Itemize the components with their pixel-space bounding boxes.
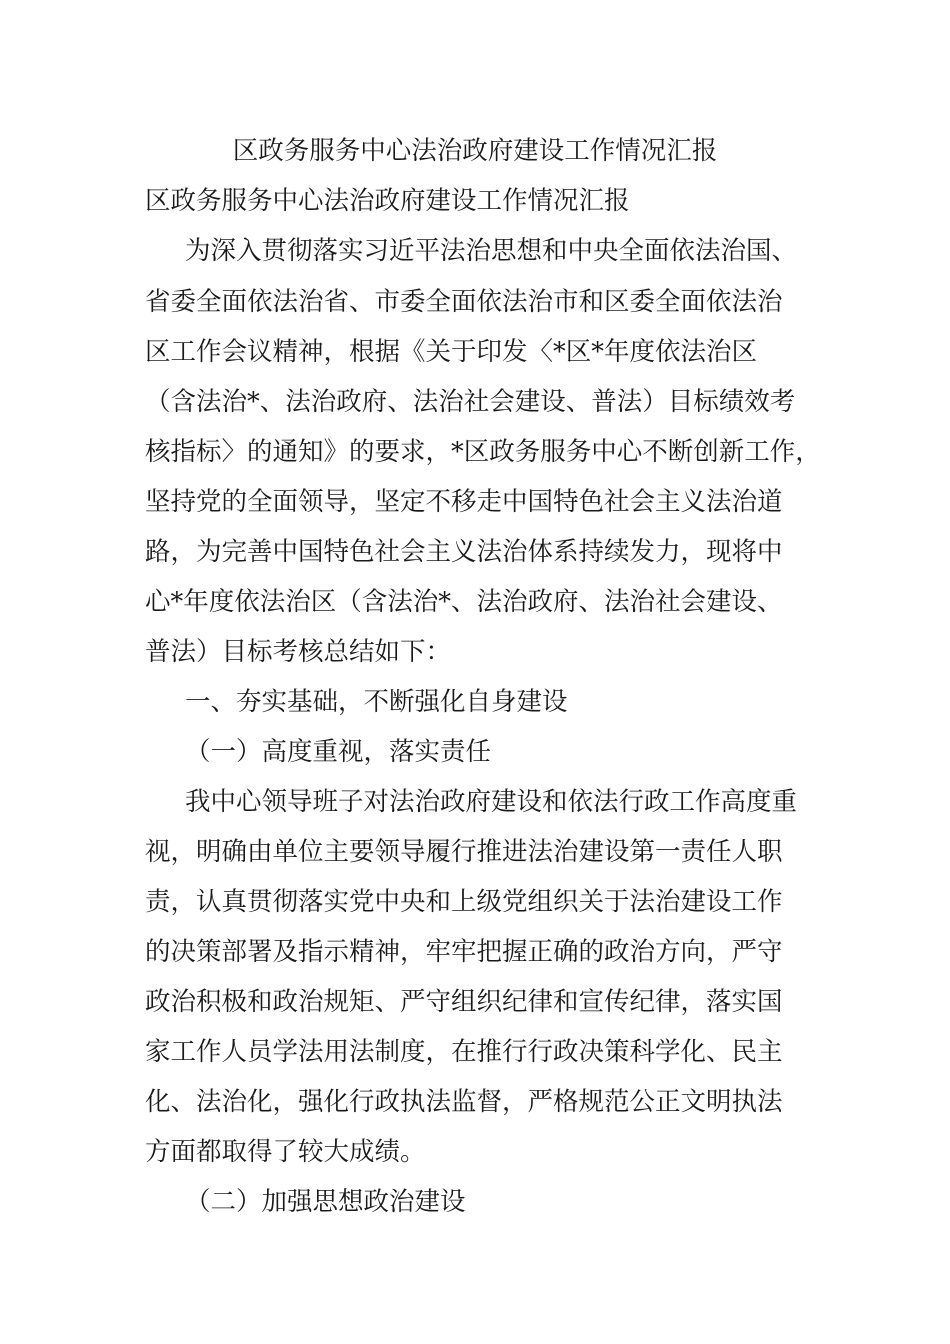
document-subtitle: 区政务服务中心法治政府建设工作情况汇报 [145,186,630,216]
paragraph-line: 省委全面依法治省、市委全面依法治市和区委全面依法治 [145,287,783,317]
paragraph-line: 心*年度依法治区（含法治*、法治政府、法治社会建设、 [145,587,783,617]
paragraph-line: 的决策部署及指示精神，牢牢把握正确的政治方向，严守 [145,937,783,967]
document-title: 区政务服务中心法治政府建设工作情况汇报 [232,136,718,166]
paragraph-line: 核指标〉的通知》的要求，*区政务服务中心不断创新工作， [145,437,821,467]
subsection-heading: （一）高度重视，落实责任 [185,737,492,767]
paragraph-line: 坚持党的全面领导，坚定不移走中国特色社会主义法治道 [145,487,783,517]
paragraph-line: 视，明确由单位主要领导履行推进法治建设第一责任人职 [145,837,783,867]
paragraph-line: 家工作人员学法用法制度，在推行行政决策科学化、民主 [145,1037,783,1067]
paragraph-line: 为深入贯彻落实习近平法治思想和中央全面依法治国、 [185,236,798,266]
section-heading: 一、夯实基础，不断强化自身建设 [185,687,568,717]
paragraph-line: 区工作会议精神，根据《关于印发〈*区*年度依法治区 [145,337,758,367]
paragraph-line: 化、法治化，强化行政执法监督，严格规范公正文明执法 [145,1087,783,1117]
paragraph-line: 路，为完善中国特色社会主义法治体系持续发力，现将中 [145,537,783,567]
paragraph-line: 政治积极和政治规矩、严守组织纪律和宣传纪律，落实国 [145,987,783,1017]
subsection-heading: （二）加强思想政治建设 [185,1187,466,1217]
paragraph-line: 责，认真贯彻落实党中央和上级党组织关于法治建设工作 [145,887,783,917]
paragraph-line: 我中心领导班子对法治政府建设和依法行政工作高度重 [185,787,798,817]
paragraph-line: 方面都取得了较大成绩。 [145,1137,426,1167]
paragraph-line: （含法治*、法治政府、法治社会建设、普法）目标绩效考 [145,387,796,417]
paragraph-line: 普法）目标考核总结如下： [145,637,452,667]
